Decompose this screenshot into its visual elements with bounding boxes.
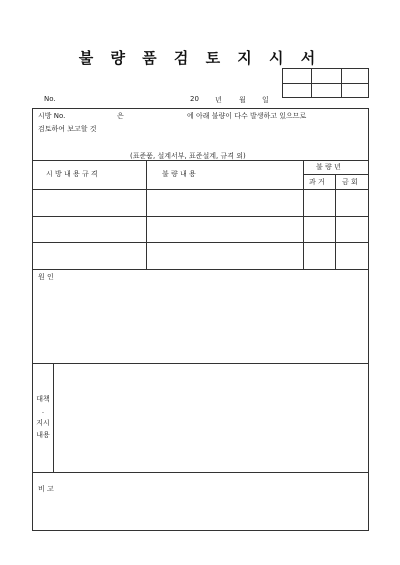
intro-particle: 은: [117, 112, 124, 120]
intro-line1: 에 아래 불량이 다수 발생하고 있으므로: [187, 112, 307, 120]
date-year-prefix: 20: [190, 95, 199, 103]
sub-past-header: 과 거: [309, 178, 325, 186]
intro-spec-no: 시방 No.: [38, 112, 66, 120]
sub-current-header: 금 회: [342, 178, 358, 186]
approval-stamp-box: [282, 68, 369, 98]
col-defect-year-header: 불 량 년: [316, 163, 341, 171]
col-spec-header: 시 방 내 용 규 격: [46, 170, 98, 178]
date-month: 월: [239, 96, 246, 104]
date-day: 일: [262, 96, 269, 104]
date-year: 년: [215, 96, 222, 104]
measures-label: 대책 . 지시 내용: [36, 395, 50, 439]
col-defect-header: 불 량 내 용: [162, 170, 196, 178]
document-title: 불 량 품 검 토 지 시 서: [78, 49, 322, 67]
no-label: No.: [44, 95, 56, 103]
intro-line2: 검토하여 보고할 것: [38, 125, 97, 133]
cause-label: 원 인: [38, 273, 54, 281]
intro-note: (표준품, 설계서부, 표준설계, 규격 외): [130, 152, 246, 160]
remarks-label: 비 고: [38, 485, 54, 493]
